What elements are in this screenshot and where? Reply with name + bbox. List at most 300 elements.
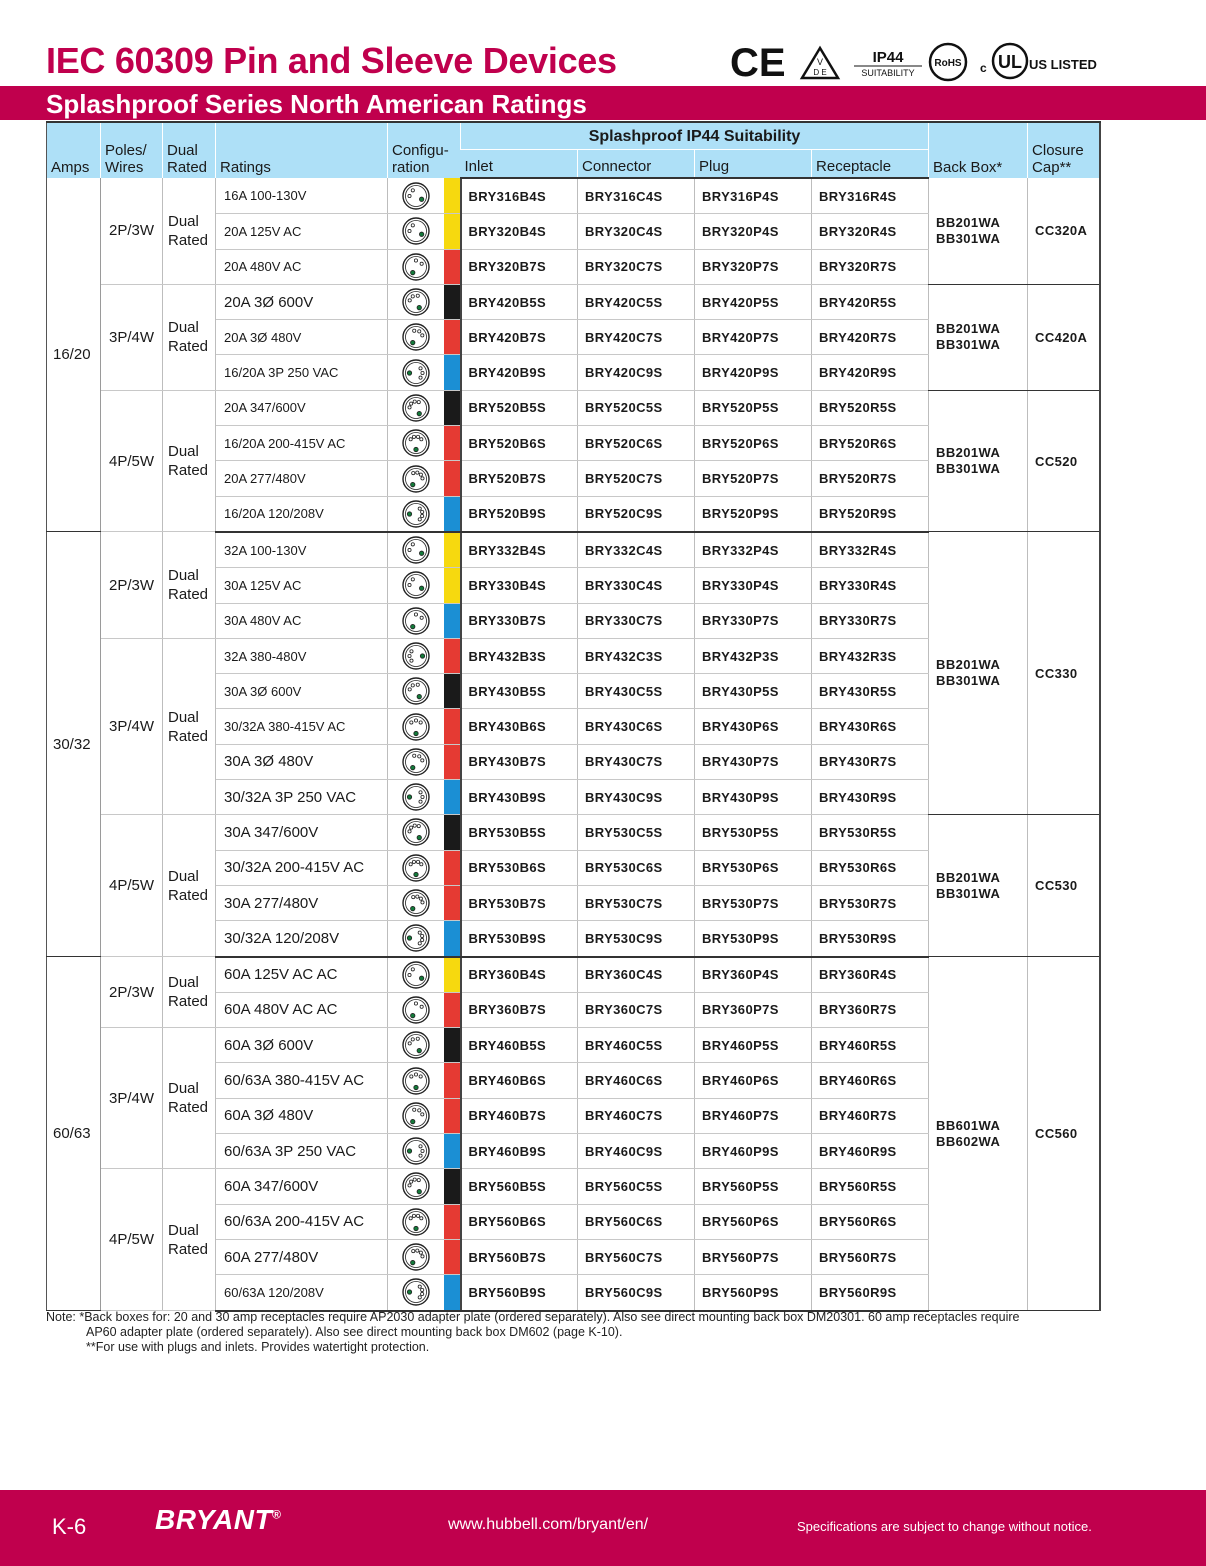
plug-catalog-number: BRY420P7S	[695, 320, 812, 355]
svg-text:UL: UL	[998, 52, 1022, 72]
connector-catalog-number: BRY430C5S	[578, 674, 695, 709]
inlet-catalog-number: BRY460B9S	[461, 1134, 578, 1169]
color-code-swatch	[444, 426, 461, 461]
plug-catalog-number: BRY430P6S	[695, 709, 812, 744]
dual-rated-cell: Dual Rated	[163, 532, 216, 638]
pin-configuration-icon	[401, 570, 431, 600]
receptacle-catalog-number: BRY320R4S	[812, 214, 929, 249]
color-code-swatch	[444, 320, 461, 355]
pin-configuration-icon	[401, 817, 431, 847]
plug-catalog-number: BRY560P6S	[695, 1204, 812, 1239]
pin-configuration-icon	[401, 428, 431, 458]
connector-catalog-number: BRY460C5S	[578, 1028, 695, 1063]
inlet-catalog-number: BRY420B9S	[461, 355, 578, 390]
website-link[interactable]: www.hubbell.com/bryant/en/	[448, 1516, 649, 1533]
inlet-catalog-number: BRY460B6S	[461, 1063, 578, 1098]
connector-catalog-number: BRY432C3S	[578, 638, 695, 673]
pin-configuration-icon	[401, 181, 431, 211]
pin-configuration-icon	[401, 888, 431, 918]
poles-wires-cell: 4P/5W	[101, 815, 163, 957]
dual-rated-cell: Dual Rated	[163, 284, 216, 390]
receptacle-catalog-number: BRY560R9S	[812, 1275, 929, 1311]
configuration-cell	[388, 638, 444, 673]
inlet-catalog-number: BRY560B9S	[461, 1275, 578, 1311]
pin-configuration-icon	[401, 641, 431, 671]
configuration-cell	[388, 568, 444, 603]
rating-cell: 16/20A 3P 250 VAC	[216, 355, 388, 390]
inlet-catalog-number: BRY332B4S	[461, 532, 578, 568]
plug-catalog-number: BRY420P9S	[695, 355, 812, 390]
pin-configuration-icon	[401, 216, 431, 246]
inlet-catalog-number: BRY430B7S	[461, 744, 578, 779]
receptacle-catalog-number: BRY316R4S	[812, 178, 929, 214]
pin-configuration-icon	[401, 853, 431, 883]
pin-configuration-icon	[401, 923, 431, 953]
rating-cell: 16/20A 120/208V	[216, 496, 388, 532]
back-box-cell: BB201WA BB301WA	[929, 178, 1028, 284]
back-box-cell: BB201WA BB301WA	[929, 532, 1028, 815]
pin-configuration-icon	[401, 322, 431, 352]
footnote: Note: *Back boxes for: 20 and 30 amp receptacles require AP2030 adapter plate (ordered separately). Also see direct mounting back box DM20301. 60 amp receptacles require AP60 adapter plate (ordered separately). Also see direct mounting back box DM602 (page K-10). **For use with plugs and inlets. Provides watertight protection.	[46, 1310, 1020, 1354]
plug-catalog-number: BRY530P7S	[695, 885, 812, 920]
back-box-cell: BB201WA BB301WA	[929, 390, 1028, 532]
inlet-catalog-number: BRY520B9S	[461, 496, 578, 532]
rating-cell: 32A 100-130V	[216, 532, 388, 568]
rating-cell: 20A 3Ø 480V	[216, 320, 388, 355]
color-code-swatch	[444, 178, 461, 214]
plug-catalog-number: BRY560P5S	[695, 1169, 812, 1204]
inlet-catalog-number: BRY432B3S	[461, 638, 578, 673]
plug-catalog-number: BRY460P6S	[695, 1063, 812, 1098]
vde-mark-icon	[802, 48, 838, 78]
page-footer	[0, 1490, 1206, 1566]
closure-cap-cell: CC530	[1028, 815, 1100, 957]
rating-cell: 30A 480V AC	[216, 603, 388, 638]
rating-cell: 30/32A 3P 250 VAC	[216, 780, 388, 815]
rating-cell: 30/32A 200-415V AC	[216, 850, 388, 885]
page-title: IEC 60309 Pin and Sleeve Devices	[46, 40, 617, 81]
receptacle-catalog-number: BRY360R7S	[812, 992, 929, 1027]
page-subtitle: Splashproof Series North American Ratings	[46, 89, 587, 119]
header-ratings: Ratings	[216, 122, 388, 178]
color-code-swatch	[444, 1098, 461, 1133]
receptacle-catalog-number: BRY430R5S	[812, 674, 929, 709]
table-row	[47, 284, 1100, 319]
inlet-catalog-number: BRY430B9S	[461, 780, 578, 815]
plug-catalog-number: BRY520P7S	[695, 461, 812, 496]
connector-catalog-number: BRY316C4S	[578, 178, 695, 214]
back-box-cell: BB201WA BB301WA	[929, 284, 1028, 390]
receptacle-catalog-number: BRY560R5S	[812, 1169, 929, 1204]
inlet-catalog-number: BRY420B5S	[461, 284, 578, 319]
svg-text:V: V	[816, 57, 824, 67]
configuration-cell	[388, 390, 444, 425]
configuration-cell	[388, 957, 444, 993]
header-plug: Plug	[695, 150, 812, 179]
back-box-cell: BB601WA BB602WA	[929, 957, 1028, 1311]
ratings-table	[46, 121, 1101, 1312]
receptacle-catalog-number: BRY560R6S	[812, 1204, 929, 1239]
connector-catalog-number: BRY460C7S	[578, 1098, 695, 1133]
configuration-cell	[388, 214, 444, 249]
rating-cell: 30A 3Ø 600V	[216, 674, 388, 709]
color-code-swatch	[444, 214, 461, 249]
connector-catalog-number: BRY430C7S	[578, 744, 695, 779]
amps-cell: 60/63	[47, 957, 101, 1311]
connector-catalog-number: BRY320C7S	[578, 249, 695, 284]
receptacle-catalog-number: BRY430R7S	[812, 744, 929, 779]
bryant-logo: BRYANT®	[155, 1504, 282, 1535]
ce-mark-icon	[730, 41, 786, 84]
inlet-catalog-number: BRY520B5S	[461, 390, 578, 425]
configuration-cell	[388, 532, 444, 568]
table-row	[47, 815, 1100, 850]
plug-catalog-number: BRY530P9S	[695, 921, 812, 957]
pin-configuration-icon	[401, 1066, 431, 1096]
plug-catalog-number: BRY330P4S	[695, 568, 812, 603]
svg-text:RoHS: RoHS	[934, 58, 962, 69]
receptacle-catalog-number: BRY520R5S	[812, 390, 929, 425]
connector-catalog-number: BRY560C6S	[578, 1204, 695, 1239]
connector-catalog-number: BRY560C9S	[578, 1275, 695, 1311]
receptacle-catalog-number: BRY520R7S	[812, 461, 929, 496]
receptacle-catalog-number: BRY460R5S	[812, 1028, 929, 1063]
receptacle-catalog-number: BRY330R7S	[812, 603, 929, 638]
dual-rated-cell: Dual Rated	[163, 1028, 216, 1169]
header-closure-cap: Closure Cap**	[1028, 122, 1100, 178]
rating-cell: 60/63A 380-415V AC	[216, 1063, 388, 1098]
color-code-swatch	[444, 638, 461, 673]
rating-cell: 30/32A 380-415V AC	[216, 709, 388, 744]
connector-catalog-number: BRY360C4S	[578, 957, 695, 993]
pin-configuration-icon	[401, 712, 431, 742]
plug-catalog-number: BRY432P3S	[695, 638, 812, 673]
ip44-mark-icon	[854, 49, 922, 78]
color-code-swatch	[444, 709, 461, 744]
plug-catalog-number: BRY430P9S	[695, 780, 812, 815]
plug-catalog-number: BRY460P5S	[695, 1028, 812, 1063]
plug-catalog-number: BRY520P9S	[695, 496, 812, 532]
configuration-cell	[388, 1028, 444, 1063]
rating-cell: 60/63A 120/208V	[216, 1275, 388, 1311]
pin-configuration-icon	[401, 1207, 431, 1237]
configuration-cell	[388, 992, 444, 1027]
connector-catalog-number: BRY520C5S	[578, 390, 695, 425]
receptacle-catalog-number: BRY420R9S	[812, 355, 929, 390]
connector-catalog-number: BRY530C6S	[578, 850, 695, 885]
configuration-cell	[388, 1204, 444, 1239]
receptacle-catalog-number: BRY460R7S	[812, 1098, 929, 1133]
rating-cell: 30A 347/600V	[216, 815, 388, 850]
inlet-catalog-number: BRY316B4S	[461, 178, 578, 214]
closure-cap-cell: CC520	[1028, 390, 1100, 532]
pin-configuration-icon	[401, 535, 431, 565]
configuration-cell	[388, 1134, 444, 1169]
rating-cell: 60A 125V AC AC	[216, 957, 388, 993]
table-row	[47, 390, 1100, 425]
poles-wires-cell: 2P/3W	[101, 532, 163, 638]
configuration-cell	[388, 320, 444, 355]
inlet-catalog-number: BRY460B5S	[461, 1028, 578, 1063]
rohs-mark-icon	[930, 44, 966, 80]
connector-catalog-number: BRY420C5S	[578, 284, 695, 319]
svg-text:c: c	[980, 61, 987, 75]
color-code-swatch	[444, 1169, 461, 1204]
receptacle-catalog-number: BRY430R9S	[812, 780, 929, 815]
pin-configuration-icon	[401, 464, 431, 494]
configuration-cell	[388, 885, 444, 920]
dual-rated-cell: Dual Rated	[163, 1169, 216, 1311]
poles-wires-cell: 3P/4W	[101, 1028, 163, 1169]
pin-configuration-icon	[401, 960, 431, 990]
rating-cell: 60A 3Ø 480V	[216, 1098, 388, 1133]
plug-catalog-number: BRY460P7S	[695, 1098, 812, 1133]
plug-catalog-number: BRY330P7S	[695, 603, 812, 638]
configuration-cell	[388, 178, 444, 214]
pin-configuration-icon	[401, 1101, 431, 1131]
configuration-cell	[388, 921, 444, 957]
connector-catalog-number: BRY430C9S	[578, 780, 695, 815]
connector-catalog-number: BRY530C7S	[578, 885, 695, 920]
header-connector: Connector	[578, 150, 695, 179]
color-code-swatch	[444, 461, 461, 496]
configuration-cell	[388, 815, 444, 850]
pin-configuration-icon	[401, 606, 431, 636]
poles-wires-cell: 4P/5W	[101, 1169, 163, 1311]
cul-us-listed-icon	[980, 44, 1097, 78]
connector-catalog-number: BRY420C7S	[578, 320, 695, 355]
inlet-catalog-number: BRY430B6S	[461, 709, 578, 744]
receptacle-catalog-number: BRY320R7S	[812, 249, 929, 284]
rating-cell: 60A 3Ø 600V	[216, 1028, 388, 1063]
receptacle-catalog-number: BRY460R9S	[812, 1134, 929, 1169]
rating-cell: 30/32A 120/208V	[216, 921, 388, 957]
color-code-swatch	[444, 1275, 461, 1311]
color-code-swatch	[444, 850, 461, 885]
amps-cell: 16/20	[47, 178, 101, 532]
connector-catalog-number: BRY460C9S	[578, 1134, 695, 1169]
plug-catalog-number: BRY520P6S	[695, 426, 812, 461]
svg-text:D E: D E	[813, 68, 827, 77]
connector-catalog-number: BRY460C6S	[578, 1063, 695, 1098]
receptacle-catalog-number: BRY530R6S	[812, 850, 929, 885]
connector-catalog-number: BRY560C5S	[578, 1169, 695, 1204]
rating-cell: 16/20A 200-415V AC	[216, 426, 388, 461]
configuration-cell	[388, 744, 444, 779]
header-configuration: Configu- ration	[388, 122, 461, 178]
plug-catalog-number: BRY360P4S	[695, 957, 812, 993]
plug-catalog-number: BRY360P7S	[695, 992, 812, 1027]
plug-catalog-number: BRY430P5S	[695, 674, 812, 709]
inlet-catalog-number: BRY320B7S	[461, 249, 578, 284]
receptacle-catalog-number: BRY420R5S	[812, 284, 929, 319]
color-code-swatch	[444, 674, 461, 709]
configuration-cell	[388, 426, 444, 461]
pin-configuration-icon	[401, 1030, 431, 1060]
rating-cell: 60A 277/480V	[216, 1239, 388, 1274]
rating-cell: 30A 277/480V	[216, 885, 388, 920]
pin-configuration-icon	[401, 1171, 431, 1201]
poles-wires-cell: 3P/4W	[101, 284, 163, 390]
pin-configuration-icon	[401, 995, 431, 1025]
back-box-cell: BB201WA BB301WA	[929, 815, 1028, 957]
connector-catalog-number: BRY520C7S	[578, 461, 695, 496]
header-ip44-group: Splashproof IP44 Suitability	[461, 122, 929, 150]
color-code-swatch	[444, 249, 461, 284]
configuration-cell	[388, 1169, 444, 1204]
inlet-catalog-number: BRY460B7S	[461, 1098, 578, 1133]
inlet-catalog-number: BRY330B7S	[461, 603, 578, 638]
receptacle-catalog-number: BRY560R7S	[812, 1239, 929, 1274]
rating-cell: 60A 480V AC AC	[216, 992, 388, 1027]
inlet-catalog-number: BRY560B6S	[461, 1204, 578, 1239]
connector-catalog-number: BRY560C7S	[578, 1239, 695, 1274]
poles-wires-cell: 3P/4W	[101, 638, 163, 814]
inlet-catalog-number: BRY430B5S	[461, 674, 578, 709]
header-inlet: Inlet	[461, 150, 578, 179]
receptacle-catalog-number: BRY520R6S	[812, 426, 929, 461]
rating-cell: 30A 125V AC	[216, 568, 388, 603]
plug-catalog-number: BRY460P9S	[695, 1134, 812, 1169]
color-code-swatch	[444, 568, 461, 603]
page-number: K-6	[52, 1514, 87, 1539]
color-code-swatch	[444, 284, 461, 319]
plug-catalog-number: BRY520P5S	[695, 390, 812, 425]
connector-catalog-number: BRY330C4S	[578, 568, 695, 603]
rating-cell: 60A 347/600V	[216, 1169, 388, 1204]
table-row	[47, 178, 1100, 214]
svg-text:SUITABILITY: SUITABILITY	[861, 68, 915, 78]
connector-catalog-number: BRY520C9S	[578, 496, 695, 532]
inlet-catalog-number: BRY560B7S	[461, 1239, 578, 1274]
color-code-swatch	[444, 992, 461, 1027]
connector-catalog-number: BRY330C7S	[578, 603, 695, 638]
closure-cap-cell: CC560	[1028, 957, 1100, 1311]
header-receptacle: Receptacle	[812, 150, 929, 179]
table-row	[47, 532, 1100, 568]
color-code-swatch	[444, 1063, 461, 1098]
inlet-catalog-number: BRY560B5S	[461, 1169, 578, 1204]
rating-cell: 32A 380-480V	[216, 638, 388, 673]
header-poles-wires: Poles/ Wires	[101, 122, 163, 178]
plug-catalog-number: BRY420P5S	[695, 284, 812, 319]
receptacle-catalog-number: BRY420R7S	[812, 320, 929, 355]
inlet-catalog-number: BRY530B5S	[461, 815, 578, 850]
connector-catalog-number: BRY530C9S	[578, 921, 695, 957]
plug-catalog-number: BRY560P9S	[695, 1275, 812, 1311]
rating-cell: 20A 277/480V	[216, 461, 388, 496]
pin-configuration-icon	[401, 782, 431, 812]
rating-cell: 60/63A 3P 250 VAC	[216, 1134, 388, 1169]
connector-catalog-number: BRY320C4S	[578, 214, 695, 249]
pin-configuration-icon	[401, 499, 431, 529]
configuration-cell	[388, 461, 444, 496]
header-back-box: Back Box*	[929, 122, 1028, 178]
color-code-swatch	[444, 355, 461, 390]
rating-cell: 20A 347/600V	[216, 390, 388, 425]
configuration-cell	[388, 1063, 444, 1098]
plug-catalog-number: BRY430P7S	[695, 744, 812, 779]
pin-configuration-icon	[401, 1136, 431, 1166]
plug-catalog-number: BRY320P4S	[695, 214, 812, 249]
color-code-swatch	[444, 532, 461, 568]
color-code-swatch	[444, 1239, 461, 1274]
poles-wires-cell: 4P/5W	[101, 390, 163, 532]
disclaimer: Specifications are subject to change without notice.	[797, 1519, 1092, 1534]
rating-cell: 20A 3Ø 600V	[216, 284, 388, 319]
configuration-cell	[388, 284, 444, 319]
pin-configuration-icon	[401, 1277, 431, 1307]
poles-wires-cell: 2P/3W	[101, 178, 163, 284]
poles-wires-cell: 2P/3W	[101, 957, 163, 1028]
closure-cap-cell: CC420A	[1028, 284, 1100, 390]
header-amps: Amps	[47, 122, 101, 178]
dual-rated-cell: Dual Rated	[163, 178, 216, 284]
color-code-swatch	[444, 744, 461, 779]
configuration-cell	[388, 674, 444, 709]
pin-configuration-icon	[401, 676, 431, 706]
receptacle-catalog-number: BRY432R3S	[812, 638, 929, 673]
rating-cell: 20A 125V AC	[216, 214, 388, 249]
plug-catalog-number: BRY320P7S	[695, 249, 812, 284]
connector-catalog-number: BRY332C4S	[578, 532, 695, 568]
header-dual-rated: Dual Rated	[163, 122, 216, 178]
rating-cell: 16A 100-130V	[216, 178, 388, 214]
color-code-swatch	[444, 815, 461, 850]
connector-catalog-number: BRY420C9S	[578, 355, 695, 390]
color-code-swatch	[444, 957, 461, 993]
svg-text:US LISTED: US LISTED	[1029, 57, 1097, 72]
color-code-swatch	[444, 603, 461, 638]
color-code-swatch	[444, 496, 461, 532]
configuration-cell	[388, 780, 444, 815]
inlet-catalog-number: BRY330B4S	[461, 568, 578, 603]
svg-text:CE: CE	[730, 41, 786, 84]
configuration-cell	[388, 1098, 444, 1133]
color-code-swatch	[444, 780, 461, 815]
connector-catalog-number: BRY360C7S	[578, 992, 695, 1027]
configuration-cell	[388, 603, 444, 638]
connector-catalog-number: BRY530C5S	[578, 815, 695, 850]
pin-configuration-icon	[401, 747, 431, 777]
receptacle-catalog-number: BRY360R4S	[812, 957, 929, 993]
color-code-swatch	[444, 921, 461, 957]
closure-cap-cell: CC320A	[1028, 178, 1100, 284]
color-code-swatch	[444, 1134, 461, 1169]
color-code-swatch	[444, 1204, 461, 1239]
pin-configuration-icon	[401, 252, 431, 282]
configuration-cell	[388, 496, 444, 532]
rating-cell: 60/63A 200-415V AC	[216, 1204, 388, 1239]
plug-catalog-number: BRY332P4S	[695, 532, 812, 568]
plug-catalog-number: BRY530P6S	[695, 850, 812, 885]
receptacle-catalog-number: BRY330R4S	[812, 568, 929, 603]
configuration-cell	[388, 1275, 444, 1311]
configuration-cell	[388, 850, 444, 885]
configuration-cell	[388, 1239, 444, 1274]
plug-catalog-number: BRY530P5S	[695, 815, 812, 850]
plug-catalog-number: BRY316P4S	[695, 178, 812, 214]
connector-catalog-number: BRY520C6S	[578, 426, 695, 461]
amps-cell: 30/32	[47, 532, 101, 957]
inlet-catalog-number: BRY520B6S	[461, 426, 578, 461]
pin-configuration-icon	[401, 393, 431, 423]
connector-catalog-number: BRY430C6S	[578, 709, 695, 744]
inlet-catalog-number: BRY420B7S	[461, 320, 578, 355]
certification-marks	[730, 40, 1110, 84]
rating-cell: 30A 3Ø 480V	[216, 744, 388, 779]
receptacle-catalog-number: BRY530R5S	[812, 815, 929, 850]
